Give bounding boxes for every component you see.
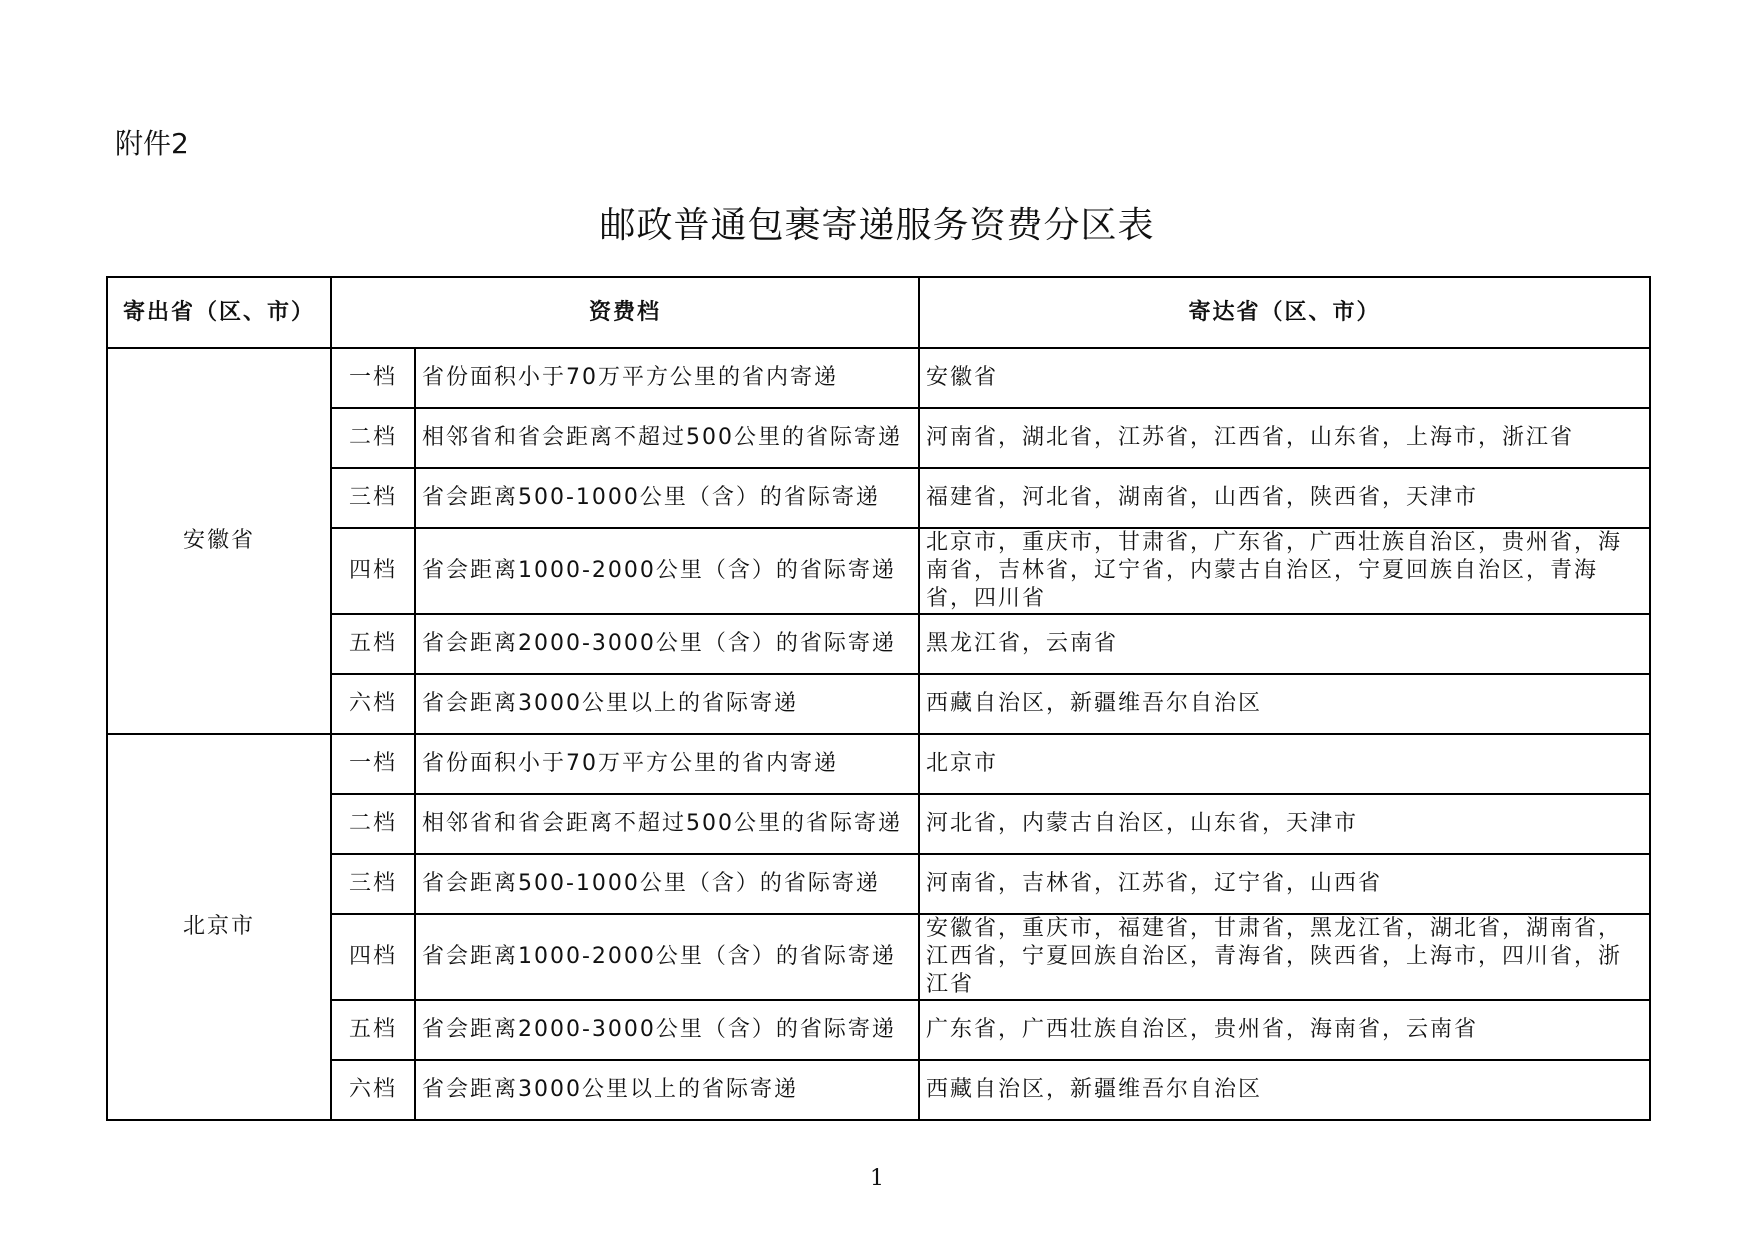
tier-cell: 四档: [331, 914, 415, 1000]
tier-description-cell: 相邻省和省会距离不超过500公里的省际寄递: [415, 794, 919, 854]
table-row: [107, 734, 1650, 794]
destination-cell: 北京市，重庆市，甘肃省，广东省，广西壮族自治区，贵州省，海南省，吉林省，辽宁省，内蒙古自治区，宁夏回族自治区，青海省，四川省: [919, 528, 1650, 614]
destination-cell: 广东省，广西壮族自治区，贵州省，海南省，云南省: [919, 1000, 1650, 1060]
table-header-row: [107, 277, 1650, 348]
table-row: [107, 468, 1650, 528]
destination-cell: 西藏自治区，新疆维吾尔自治区: [919, 1060, 1650, 1120]
table-row: [107, 348, 1650, 408]
tier-cell: 六档: [331, 1060, 415, 1120]
destination-cell: 安徽省: [919, 348, 1650, 408]
document-title: 邮政普通包裹寄递服务资费分区表: [599, 205, 1155, 246]
table-row: [107, 1000, 1650, 1060]
destination-cell: 河南省，吉林省，江苏省，辽宁省，山西省: [919, 854, 1650, 914]
tier-description-cell: 省会距离500-1000公里（含）的省际寄递: [415, 468, 919, 528]
page-number: 1: [870, 1166, 884, 1191]
tier-description-cell: 省会距离500-1000公里（含）的省际寄递: [415, 854, 919, 914]
attachment-label: 附件2: [115, 127, 189, 160]
tier-description-cell: 省会距离1000-2000公里（含）的省际寄递: [415, 528, 919, 614]
destination-cell: 河南省，湖北省，江苏省，江西省，山东省，上海市，浙江省: [919, 408, 1650, 468]
destination-cell: 北京市: [919, 734, 1650, 794]
destination-cell: 黑龙江省，云南省: [919, 614, 1650, 674]
tier-cell: 二档: [331, 408, 415, 468]
tier-cell: 二档: [331, 794, 415, 854]
table-row: [107, 854, 1650, 914]
destination-cell: 河北省，内蒙古自治区，山东省，天津市: [919, 794, 1650, 854]
tariff-zone-table: [106, 276, 1651, 1121]
origin-cell: 安徽省: [107, 348, 331, 734]
tier-description-cell: 省份面积小于70万平方公里的省内寄递: [415, 734, 919, 794]
table-row: [107, 528, 1650, 614]
header-tier: 资费档: [331, 277, 919, 348]
destination-cell: 福建省，河北省，湖南省，山西省，陕西省，天津市: [919, 468, 1650, 528]
tier-cell: 六档: [331, 674, 415, 734]
tier-description-cell: 相邻省和省会距离不超过500公里的省际寄递: [415, 408, 919, 468]
destination-cell: 西藏自治区，新疆维吾尔自治区: [919, 674, 1650, 734]
table-row: [107, 674, 1650, 734]
tier-cell: 四档: [331, 528, 415, 614]
tier-cell: 五档: [331, 1000, 415, 1060]
header-origin: 寄出省（区、市）: [107, 277, 331, 348]
destination-cell: 安徽省，重庆市，福建省，甘肃省，黑龙江省，湖北省，湖南省，江西省，宁夏回族自治区，青海省，陕西省，上海市，四川省，浙江省: [919, 914, 1650, 1000]
tier-description-cell: 省会距离2000-3000公里（含）的省际寄递: [415, 1000, 919, 1060]
table-row: [107, 1060, 1650, 1120]
tier-description-cell: 省会距离3000公里以上的省际寄递: [415, 674, 919, 734]
tier-cell: 五档: [331, 614, 415, 674]
tier-description-cell: 省会距离2000-3000公里（含）的省际寄递: [415, 614, 919, 674]
tier-cell: 三档: [331, 468, 415, 528]
origin-cell: 北京市: [107, 734, 331, 1120]
table-row: [107, 914, 1650, 1000]
table-row: [107, 794, 1650, 854]
tier-description-cell: 省会距离3000公里以上的省际寄递: [415, 1060, 919, 1120]
tier-cell: 三档: [331, 854, 415, 914]
tier-cell: 一档: [331, 348, 415, 408]
table-row: [107, 408, 1650, 468]
tier-description-cell: 省会距离1000-2000公里（含）的省际寄递: [415, 914, 919, 1000]
tier-description-cell: 省份面积小于70万平方公里的省内寄递: [415, 348, 919, 408]
header-destination: 寄达省（区、市）: [919, 277, 1650, 348]
tier-cell: 一档: [331, 734, 415, 794]
table-row: [107, 614, 1650, 674]
